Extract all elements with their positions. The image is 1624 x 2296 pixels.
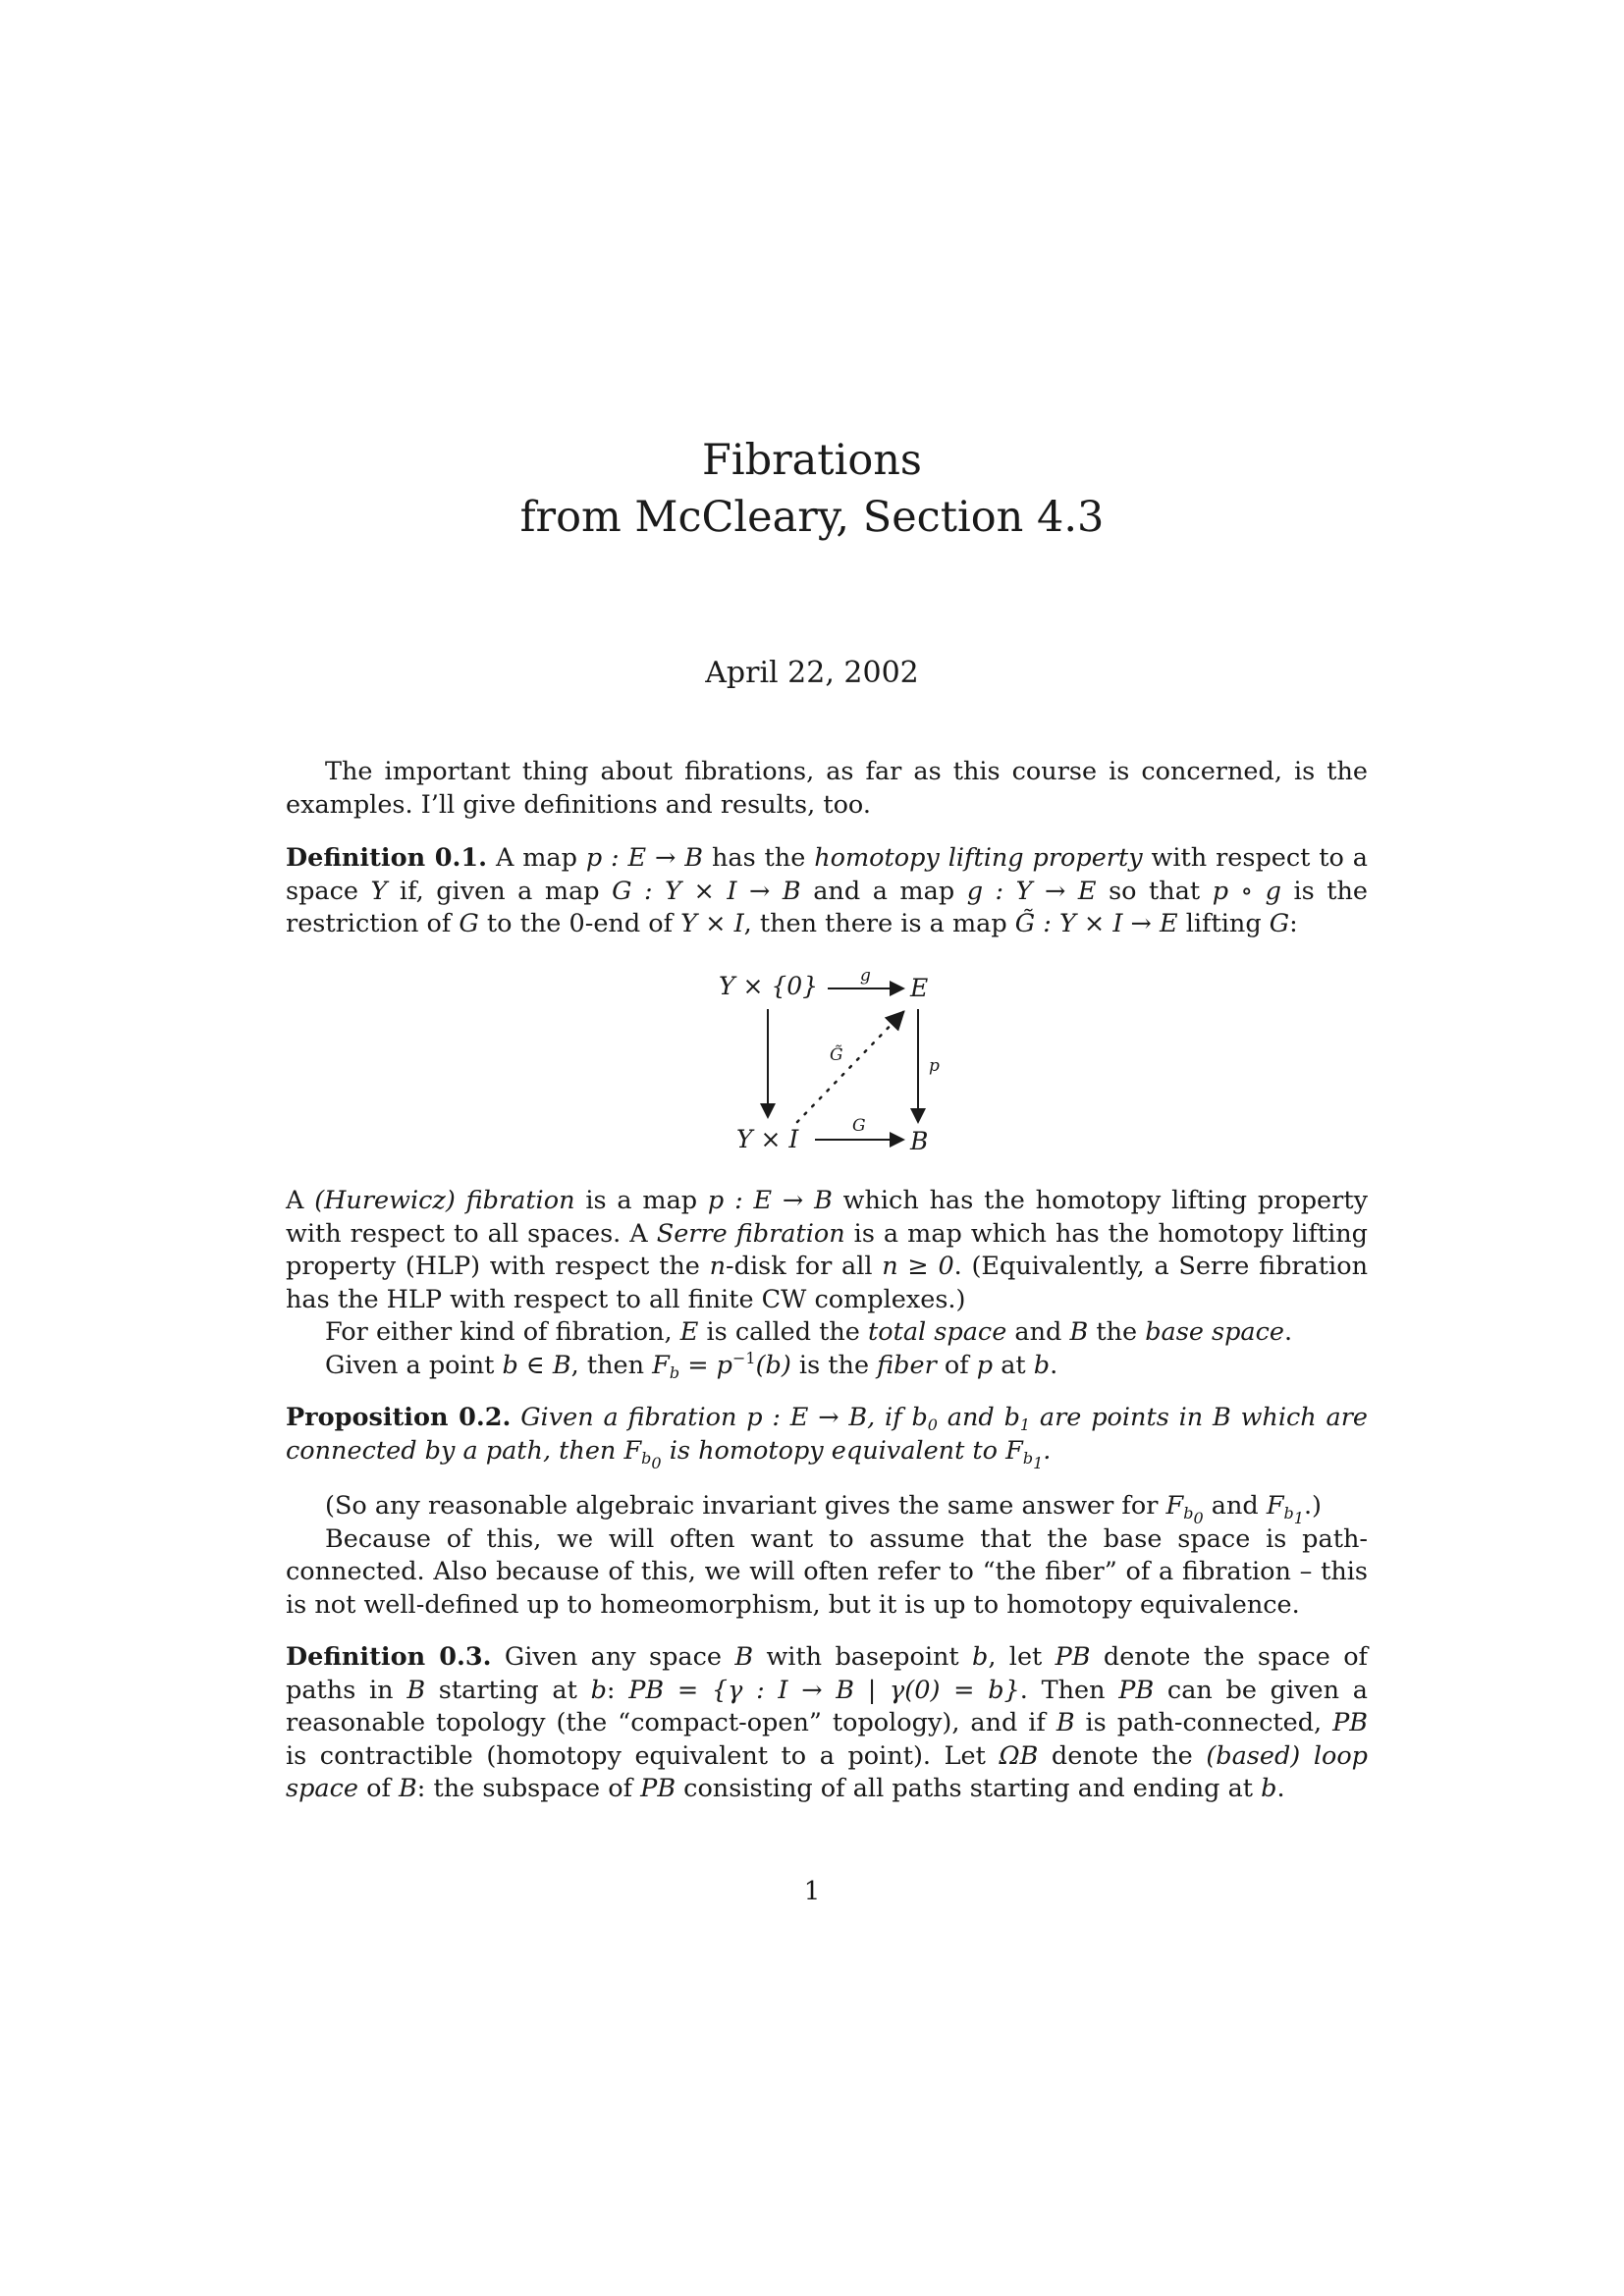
text: to the 0-end of (478, 909, 681, 938)
math: PB (640, 1774, 677, 1803)
arrow-lift-dotted (797, 1012, 903, 1122)
math: B (734, 1642, 754, 1672)
math-subscript: b (1183, 1504, 1194, 1522)
text: of (936, 1350, 977, 1380)
lifting-diagram (707, 967, 962, 1163)
total-space-paragraph (286, 1316, 1368, 1350)
term: (Hurewicz) fibration (314, 1186, 575, 1215)
math: PB (1118, 1675, 1155, 1705)
math-subscript: b (669, 1362, 680, 1382)
math-subscript: 1 (1019, 1415, 1031, 1434)
text: with respect to a space (286, 843, 1368, 906)
text: (So any reasonable algebraic invariant gives the same answer for (325, 1491, 1166, 1521)
text: has the (703, 843, 815, 873)
text: the (1088, 1317, 1146, 1347)
label-G-tilde: G̃ (830, 1045, 843, 1065)
math: PB = {γ : I → B | γ(0) = b} (628, 1675, 1020, 1705)
term: fiber (877, 1350, 937, 1380)
intro-paragraph: The important thing about fibrations, as far as this course is concerned, is the examples. I’ll give definitions and results, too. (286, 757, 1368, 820)
math: p : E → B (746, 1403, 868, 1432)
text: and (1006, 1317, 1070, 1347)
text: is the (790, 1350, 878, 1380)
math: F (623, 1435, 642, 1466)
text: , let (988, 1642, 1056, 1672)
text: -disk for all (726, 1252, 883, 1281)
math: p (976, 1350, 994, 1380)
text: is path-connected, (1074, 1708, 1333, 1737)
text: . (Equivalently, a Serre fibration has the HLP with respect to all finite CW complexes.) (286, 1252, 1368, 1314)
math: E (679, 1317, 699, 1347)
math-subscript: b (641, 1448, 652, 1468)
page-number: 1 (803, 1877, 821, 1906)
text: which has the homotopy lifting property with respect to all spaces. A (286, 1186, 1368, 1249)
text: at (993, 1350, 1034, 1380)
text: denote the (1038, 1740, 1207, 1771)
math: F (1005, 1435, 1023, 1466)
text: For either kind of fibration, (325, 1317, 680, 1347)
math-superscript: −1 (732, 1348, 756, 1367)
text: denote the space of paths in (286, 1642, 1368, 1705)
diagram-bottom-right: B (910, 1127, 929, 1155)
math-subscript: 1 (1033, 1453, 1044, 1472)
text: consisting of all paths starting and ending at (676, 1774, 1262, 1803)
diagram-top-left: Y × {0} (719, 972, 819, 1000)
math: g : Y → E (966, 876, 1097, 906)
text: is a map which has the homotopy lifting property (HLP) with respect the (286, 1218, 1368, 1281)
math: ΩB (999, 1740, 1039, 1771)
math-subscript: 0 (1193, 1509, 1204, 1527)
text: Given a point (325, 1350, 503, 1380)
proposition-label: Proposition 0.2. (286, 1403, 512, 1432)
invariant-paragraph (286, 1490, 1368, 1527)
math-subscript: 1 (1293, 1509, 1304, 1527)
definition-label: Definition 0.1. (286, 843, 488, 873)
math: F (1266, 1491, 1284, 1521)
term: total space (868, 1317, 1007, 1347)
definition-label: Definition 0.3. (286, 1642, 492, 1672)
text: is the restriction of (286, 876, 1368, 938)
math: b (1033, 1350, 1051, 1380)
text: with basepoint (753, 1642, 973, 1672)
math: G : Y × I → B (612, 876, 801, 906)
text: can be given a reasonable topology (the “compact-open” topology), and if (286, 1675, 1368, 1737)
text: is called the (698, 1317, 868, 1347)
math: b (972, 1642, 989, 1672)
title-line-2: from McCleary, Section 4.3 (519, 493, 1105, 542)
text: lifting (1177, 909, 1270, 938)
math-subscript: 0 (927, 1415, 938, 1434)
text: A (286, 1186, 315, 1215)
math: B (399, 1774, 417, 1803)
text: Given a fibration (520, 1403, 747, 1432)
math: (b) (755, 1350, 791, 1380)
text: of (358, 1774, 400, 1803)
math: B (406, 1675, 426, 1705)
text: : the subspace of (416, 1774, 641, 1803)
text: is a map (574, 1186, 708, 1215)
document-title (0, 432, 1624, 546)
text: Given any space (504, 1642, 735, 1672)
definition-0-1 (286, 842, 1368, 941)
math: F (652, 1350, 670, 1380)
term: (based) loop space (286, 1740, 1368, 1803)
math: n ≥ 0 (882, 1252, 954, 1281)
math: b (1003, 1403, 1020, 1432)
math: F (1165, 1491, 1184, 1521)
text: , if (867, 1403, 912, 1432)
math: B (1213, 1403, 1231, 1432)
fibration-paragraph (286, 1185, 1368, 1382)
text: starting at (425, 1675, 591, 1705)
proposition-0-2 (286, 1402, 1369, 1472)
math: b ∈ B (502, 1350, 571, 1380)
math: n (709, 1252, 727, 1281)
fiber-paragraph (286, 1350, 1368, 1383)
math-subscript: 0 (651, 1453, 662, 1472)
diagram-top-right: E (910, 974, 929, 1002)
diagram-bottom-left: Y × I (736, 1125, 799, 1153)
math: p : E → B (585, 843, 704, 873)
math: B (1056, 1708, 1075, 1737)
text: : (1289, 909, 1298, 938)
text: is contractible (homotopy equivalent to a point). Let (286, 1740, 1000, 1771)
document-date: April 22, 2002 (705, 656, 919, 690)
text: .) (1303, 1491, 1323, 1521)
text: if, given a map (387, 876, 613, 906)
math: b (1261, 1774, 1277, 1803)
text: are points in (1030, 1403, 1214, 1432)
math: G (459, 909, 479, 938)
text: . Then (1019, 1675, 1119, 1705)
label-p: p (929, 1056, 940, 1076)
text: , then (570, 1350, 653, 1380)
math: PB (1055, 1642, 1091, 1672)
title-line-1: Fibrations (702, 436, 922, 485)
math: Y × I (680, 909, 744, 938)
remarks-block (286, 1490, 1368, 1622)
math: G (1269, 909, 1290, 938)
math-subscript: b (1283, 1504, 1294, 1522)
math: G̃ : Y × I → E (1014, 909, 1178, 938)
text: which are connected by a path, then (286, 1403, 1369, 1466)
label-G: G (852, 1116, 866, 1136)
text: : (606, 1675, 629, 1705)
text: . (1050, 1350, 1058, 1380)
math: = p (679, 1350, 732, 1380)
text: and (1203, 1491, 1267, 1521)
text: A map (495, 843, 586, 873)
text: . (1284, 1317, 1293, 1347)
definition-0-3 (286, 1641, 1368, 1806)
text: and a map (800, 876, 967, 906)
math: B (1069, 1317, 1089, 1347)
math: b (911, 1403, 928, 1432)
math: p ∘ g (1212, 876, 1281, 906)
term: base space (1145, 1317, 1284, 1347)
term: Serre fibration (656, 1218, 845, 1249)
term: homotopy lifting property (814, 843, 1143, 873)
math: b (590, 1675, 607, 1705)
text: . (1276, 1774, 1285, 1803)
text: and (937, 1403, 1004, 1432)
because-paragraph: Because of this, we will often want to assume that the base space is path-connected. Also because of this, we will often refer to “the fiber” of a fibration – this is not well-defined up to homeomorphism, but it is up to homotopy equivalence. (286, 1523, 1368, 1620)
label-g: g (860, 967, 871, 986)
math: p : E → B (707, 1186, 833, 1215)
text: . (1043, 1435, 1052, 1466)
text: so that (1096, 876, 1213, 906)
math: Y (370, 876, 388, 906)
text: is homotopy equivalent to (661, 1435, 1006, 1466)
text: , then there is a map (743, 909, 1015, 938)
math: PB (1332, 1708, 1368, 1737)
math-subscript: b (1022, 1448, 1034, 1468)
